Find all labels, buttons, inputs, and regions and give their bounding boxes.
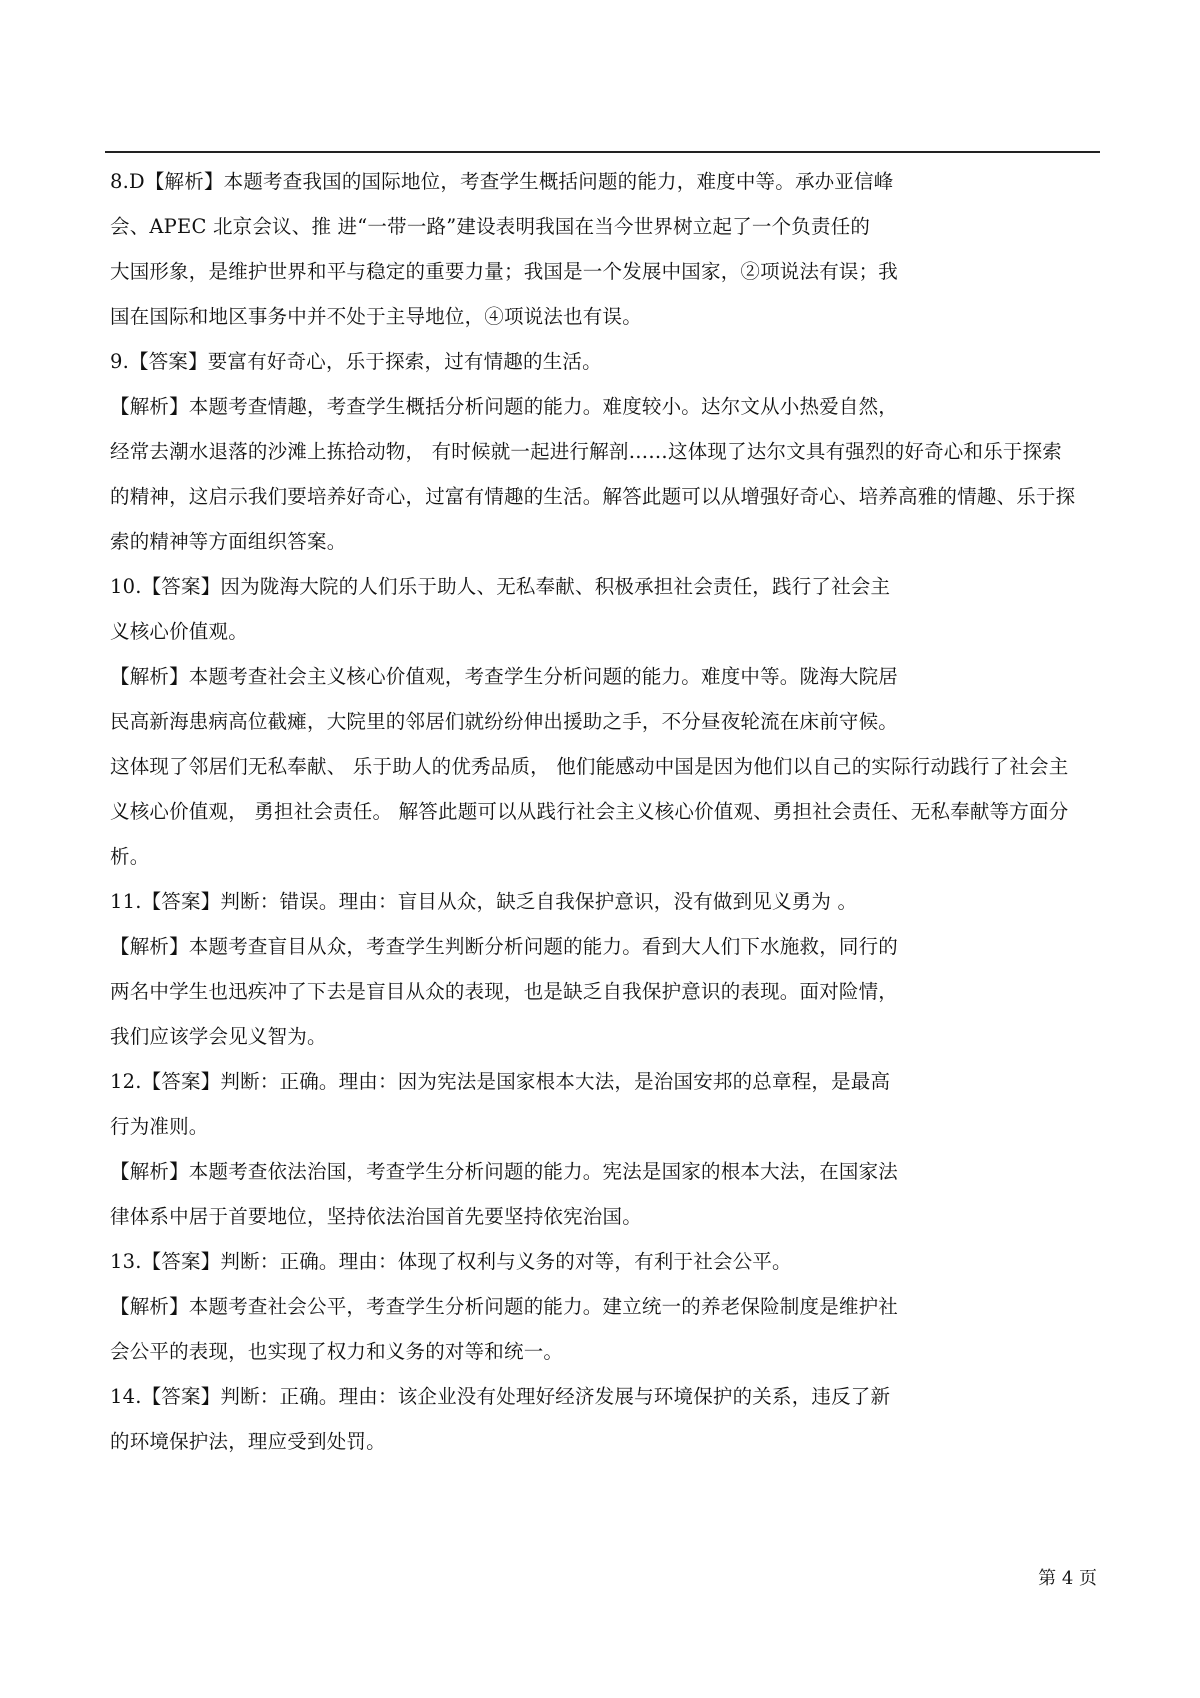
text-line: 两名中学生也迅疾冲了下去是盲目从众的表现，也是缺乏自我保护意识的表现。面对险情， <box>110 980 899 1003</box>
text-line: 民高新海患病高位截瘫，大院里的邻居们就纷纷伸出援助之手，不分昼夜轮流在床前守候。 <box>110 710 899 733</box>
text-line: 会、APEC 北京会议、推 进“一带一路”建设表明我国在当今世界树立起了一个负责任的 <box>110 215 871 238</box>
text-line: 14.【答案】判断：正确。理由：该企业没有处理好经济发展与环境保护的关系，违反了新 <box>110 1385 891 1408</box>
text-line: 12.【答案】判断：正确。理由：因为宪法是国家根本大法，是治国安邦的总章程，是最高 <box>110 1070 891 1093</box>
text-line: 【解析】本题考查社会公平，考查学生分析问题的能力。建立统一的养老保险制度是维护社 <box>110 1295 899 1318</box>
text-line: 【解析】本题考查情趣，考查学生概括分析问题的能力。难度较小。达尔文从小热爱自然， <box>110 395 899 418</box>
text-line: 会公平的表现，也实现了权力和义务的对等和统一。 <box>110 1340 564 1363</box>
text-line: 这体现了邻居们无私奉献、 乐于助人的优秀品质， 他们能感动中国是因为他们以自己的实际行动践行了社会主 <box>110 755 1069 778</box>
text-line: 【解析】本题考查盲目从众，考查学生判断分析问题的能力。看到大人们下水施救，同行的 <box>110 935 899 958</box>
text-line: 13.【答案】判断：正确。理由：体现了权利与义务的对等，有利于社会公平。 <box>110 1250 792 1273</box>
text-line: 10.【答案】因为陇海大院的人们乐于助人、无私奉献、积极承担社会责任，践行了社会主 <box>110 575 891 598</box>
text-line: 国在国际和地区事务中并不处于主导地位，④项说法也有误。 <box>110 305 642 328</box>
text-line: 析。 <box>110 845 150 868</box>
text-line: 的环境保护法，理应受到处罚。 <box>110 1430 386 1453</box>
text-line: 9.【答案】要富有好奇心，乐于探索，过有情趣的生活。 <box>110 350 602 373</box>
text-line: 我们应该学会见义智为。 <box>110 1025 327 1048</box>
text-line: 律体系中居于首要地位，坚持依法治国首先要坚持依宪治国。 <box>110 1205 642 1228</box>
text-line: 行为准则。 <box>110 1115 209 1138</box>
text-line: 大国形象，是维护世界和平与稳定的重要力量；我国是一个发展中国家，②项说法有误；我 <box>110 260 899 283</box>
text-line: 【解析】本题考查社会主义核心价值观，考查学生分析问题的能力。难度中等。陇海大院居 <box>110 665 899 688</box>
text-line: 的精神，这启示我们要培养好奇心，过富有情趣的生活。解答此题可以从增强好奇心、培养高雅的情趣、乐于探 <box>110 485 1076 508</box>
text-line: 11.【答案】判断：错误。理由：盲目从众，缺乏自我保护意识，没有做到见义勇为 。 <box>110 890 858 913</box>
text-line: 【解析】本题考查依法治国，考查学生分析问题的能力。宪法是国家的根本大法，在国家法 <box>110 1160 899 1183</box>
text-line: 义核心价值观。 <box>110 620 248 643</box>
text-line: 8.D【解析】本题考查我国的国际地位，考查学生概括问题的能力，难度中等。承办亚信峰 <box>110 170 894 193</box>
page-number: 第 4 页 <box>1038 1568 1097 1589</box>
header-rule <box>105 151 1100 153</box>
text-line: 义核心价值观， 勇担社会责任。 解答此题可以从践行社会主义核心价值观、勇担社会责任、无私奉献等方面分 <box>110 800 1069 823</box>
text-line: 索的精神等方面组织答案。 <box>110 530 347 553</box>
text-line: 经常去潮水退落的沙滩上拣拾动物， 有时候就一起进行解剖……这体现了达尔文具有强烈的好奇心和乐于探索 <box>110 440 1062 463</box>
